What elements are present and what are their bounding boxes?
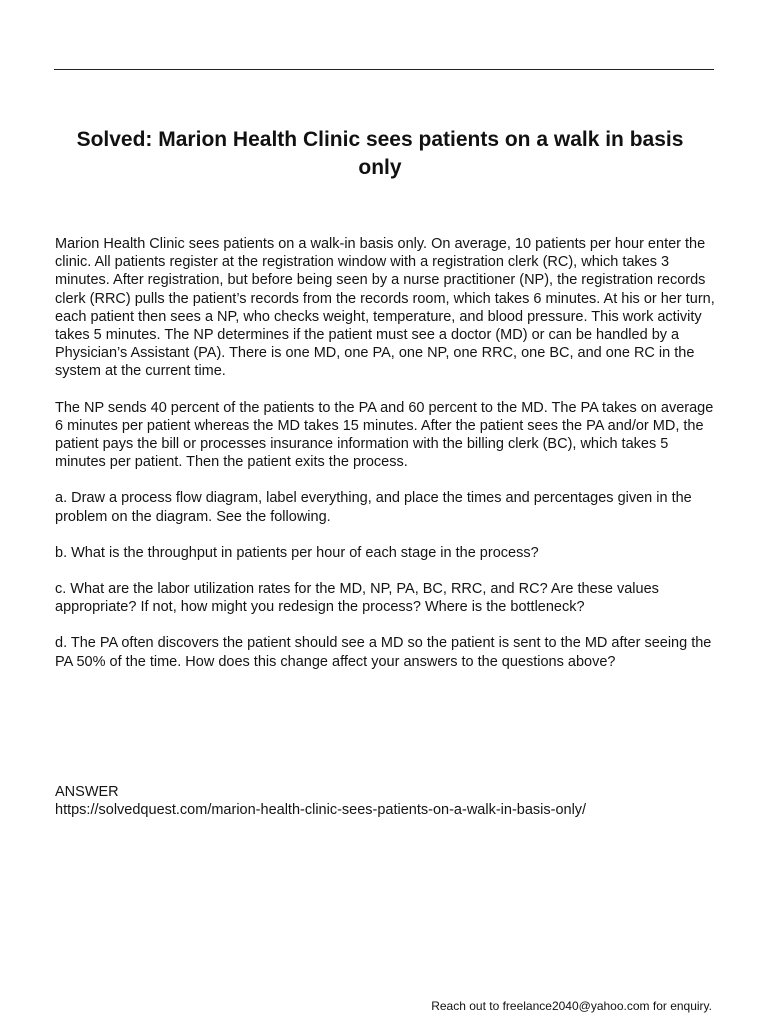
question-b: b. What is the throughput in patients per hour of each stage in the process? [55, 544, 539, 561]
question-d: d. The PA often discovers the patient should see a MD so the patient is sent to the MD after seeing the PA 50% of the time. How does this change affect your answers to the questions above? [55, 635, 712, 670]
footer-contact: Reach out to freelance2040@yahoo.com for enquiry. [431, 999, 712, 1013]
question-a: a. Draw a process flow diagram, label everything, and place the times and percentages given in the problem on the diagram. See the following. [55, 490, 692, 525]
problem-body [55, 235, 719, 689]
top-divider [54, 69, 714, 70]
paragraph-intro: Marion Health Clinic sees patients on a walk-in basis only. On average, 10 patients per hour enter the clinic. All patients register at the registration window with a registration clerk (RC), which takes 3 minutes. After registration, but before being seen by a nurse practitioner (NP), the registration records clerk (RRC) pulls the patient’s records from the records room, which takes 6 minutes. At his or her turn, each patient then sees a NP, who checks weight, temperature, and blood pressure. This work activity takes 5 minutes. The NP determines if the patient must see a doctor (MD) or can be handled by a Physician’s Assistant (PA). There is one MD, one PA, one NP, one RRC, one BC, and one RC in the system at the current time. [55, 236, 715, 380]
question-c: c. What are the labor utilization rates for the MD, NP, PA, BC, RRC, and RC? Are these values appropriate? If not, how might you redesign the process? Where is the bottleneck? [55, 581, 659, 616]
answer-section [55, 783, 719, 819]
paragraph-routing: The NP sends 40 percent of the patients to the PA and 60 percent to the MD. The PA takes on average 6 minutes per patient whereas the MD takes 15 minutes. After the patient sees the PA and/or MD, the patient pays the bill or processes insurance information with the billing clerk (BC), which takes 5 minutes per patient. Then the patient exits the process. [55, 399, 714, 471]
answer-label: ANSWER [55, 784, 119, 800]
answer-link[interactable]: https://solvedquest.com/marion-health-clinic-sees-patients-on-a-walk-in-basis-only/ [55, 802, 587, 819]
page-title: Solved: Marion Health Clinic sees patients on a walk in basis only [76, 128, 684, 179]
